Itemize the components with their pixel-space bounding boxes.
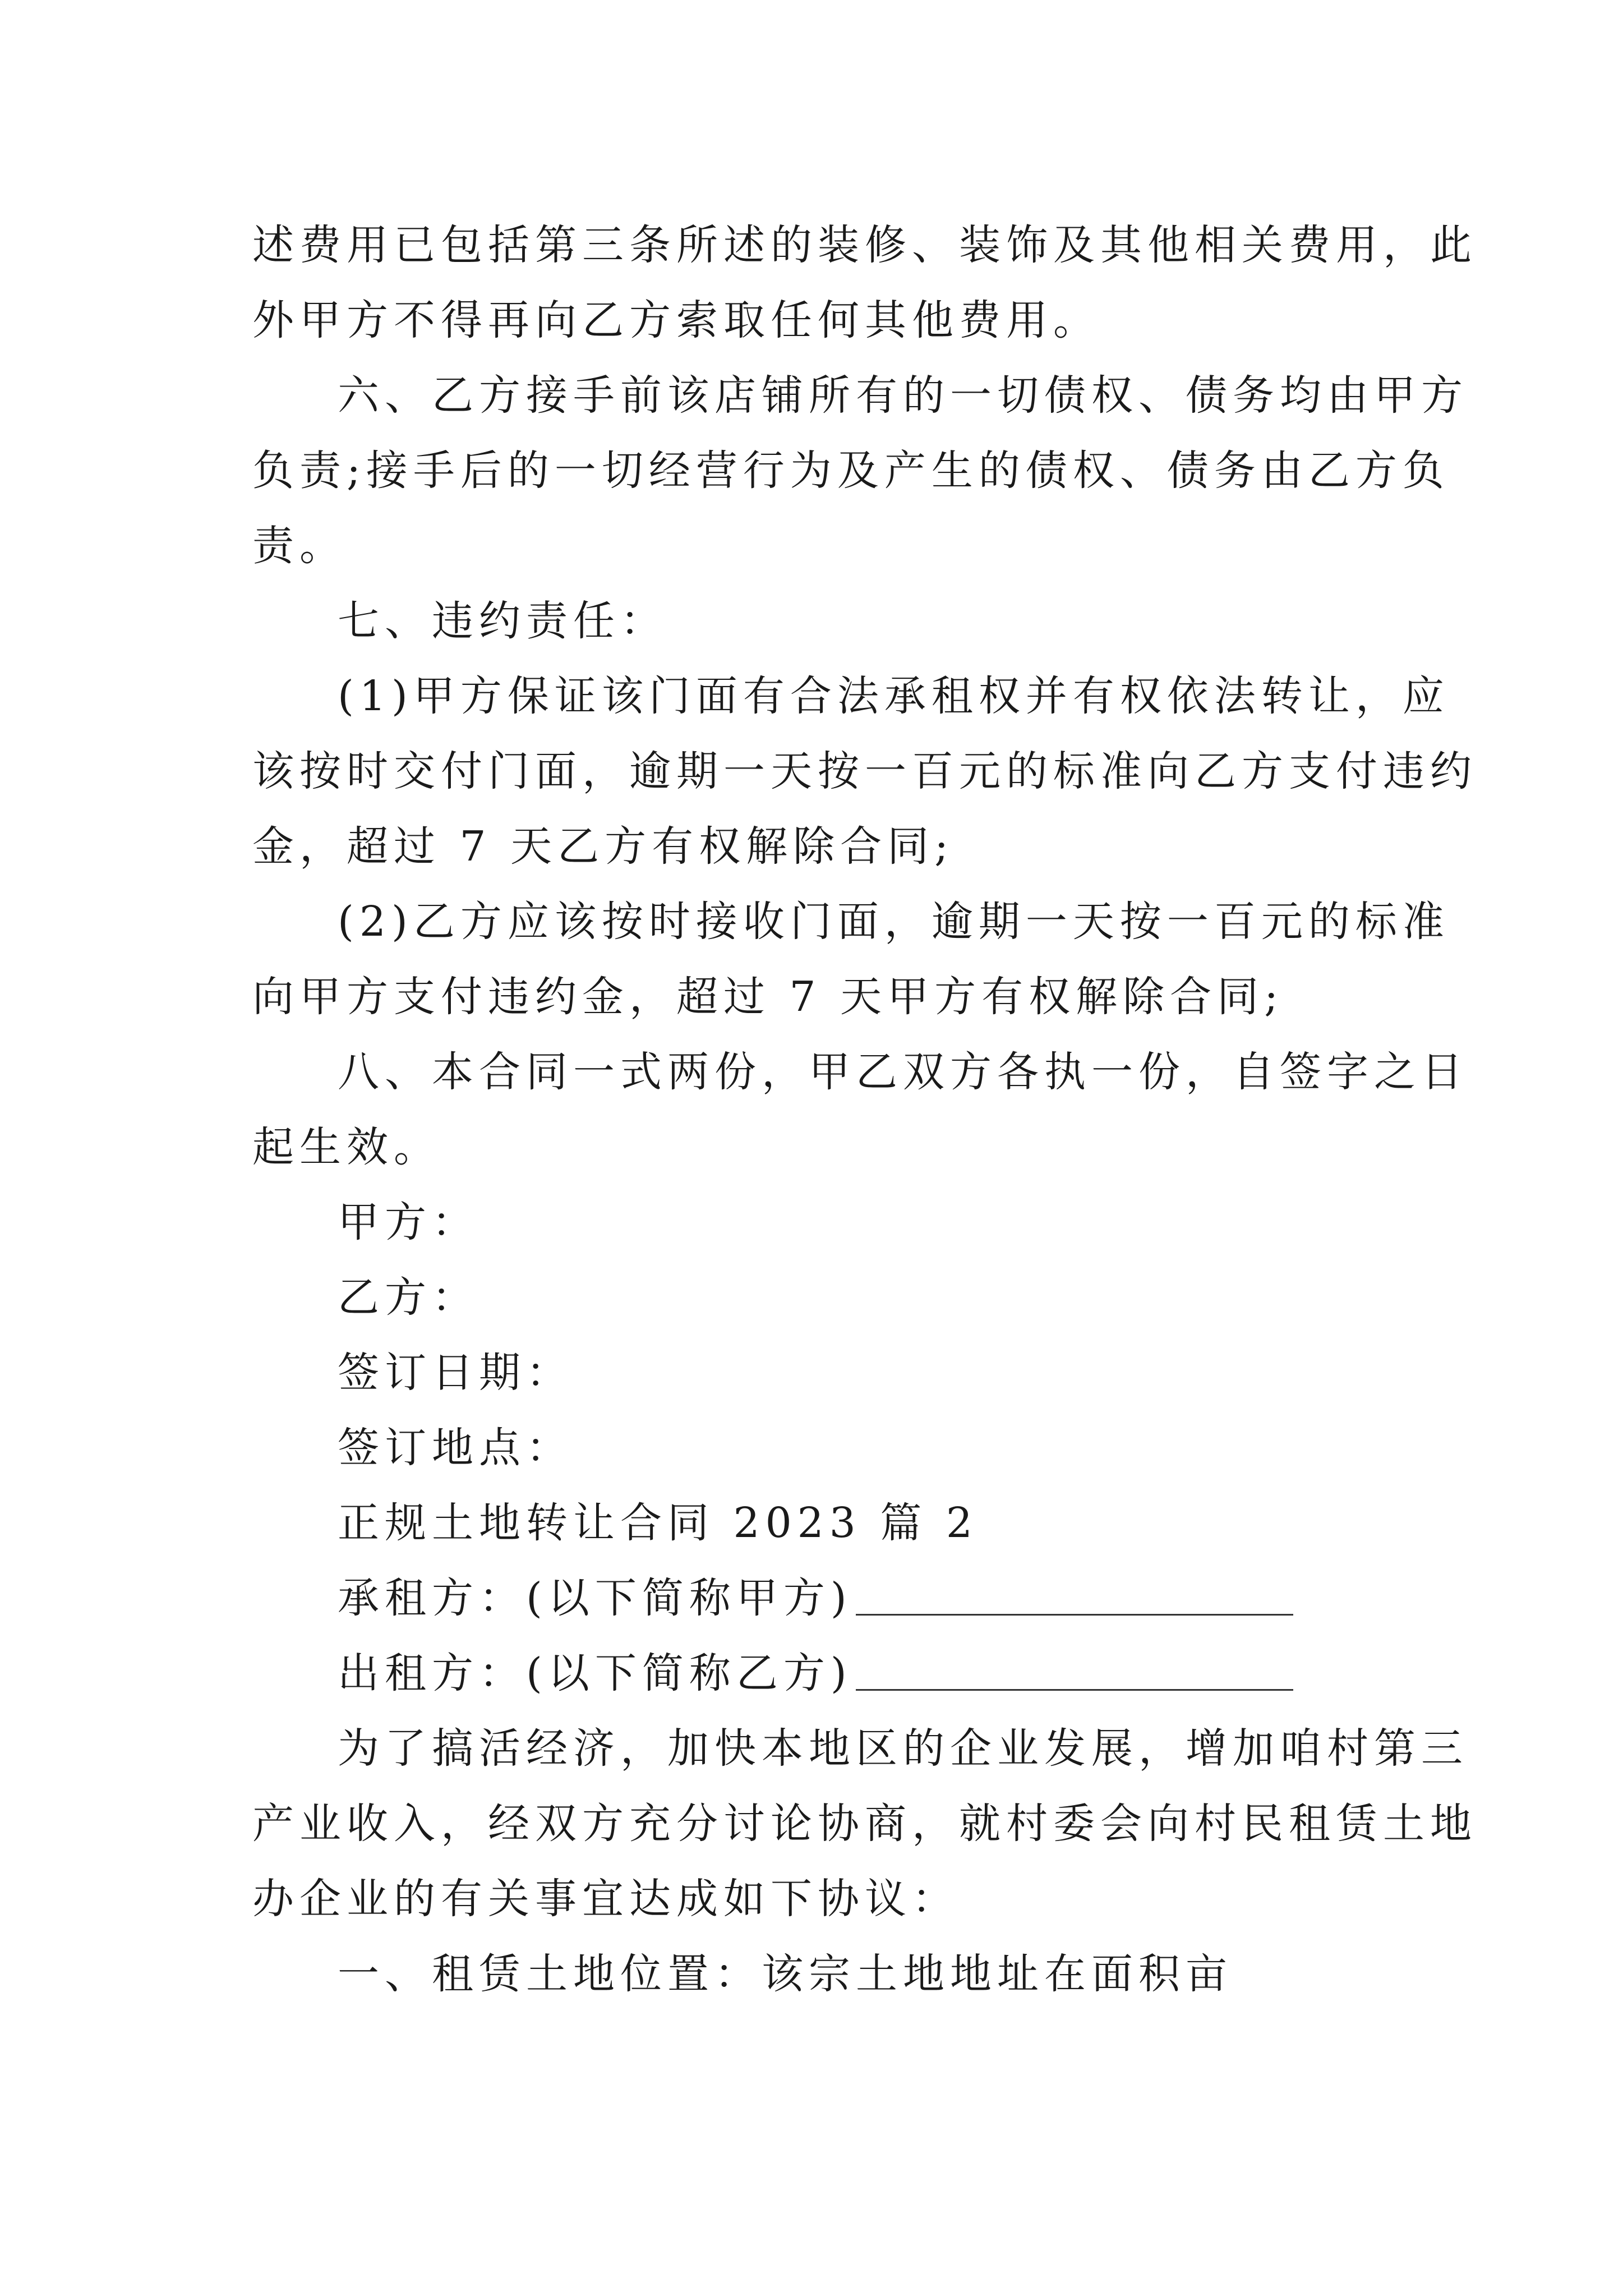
text-line: 述费用已包括第三条所述的装修、装饰及其他相关费用，此 bbox=[252, 221, 1477, 269]
text-line: 外甲方不得再向乙方索取任何其他费用。 bbox=[252, 296, 1100, 344]
document-body bbox=[252, 208, 1477, 2012]
signing-place-label: 签订地点： bbox=[338, 1424, 573, 1472]
clause-seven-item-1: (1)甲方保证该门面有合法承租权并有权依法转让，应 bbox=[338, 672, 1450, 720]
clause-seven-heading: 七、违约责任： bbox=[338, 597, 667, 645]
text-line: 该按时交付门面，逾期一天按一百元的标准向乙方支付违约 bbox=[252, 747, 1477, 795]
clause-seven-item-2: (2)乙方应该按时接收门面，逾期一天按一百元的标准 bbox=[338, 898, 1450, 946]
lessor-line bbox=[252, 1636, 1380, 1711]
lessee-blank-field bbox=[856, 1575, 1293, 1616]
clause-one-line: 一、租赁土地位置：该宗土地地址在面积亩 bbox=[338, 1950, 1233, 1998]
lessor-label: 出租方：(以下简称乙方) bbox=[338, 1649, 852, 1697]
text-line: 金，超过 7 天乙方有权解除合同; bbox=[252, 822, 955, 871]
clause-eight-line: 八、本合同一式两份，甲乙双方各执一份，自签字之日 bbox=[338, 1048, 1468, 1096]
lessor-blank-field bbox=[856, 1650, 1293, 1691]
signing-date-label: 签订日期： bbox=[338, 1349, 573, 1397]
clause-six-line: 六、乙方接手前该店铺所有的一切债权、债务均由甲方 bbox=[338, 371, 1468, 420]
lessee-label: 承租方：(以下简称甲方) bbox=[338, 1574, 852, 1622]
text-line: 责。 bbox=[252, 522, 347, 570]
party-a-signature-label: 甲方： bbox=[338, 1198, 479, 1246]
party-b-signature-label: 乙方： bbox=[338, 1273, 479, 1322]
text-line: 负责;接手后的一切经营行为及产生的债权、债务由乙方负 bbox=[252, 447, 1450, 495]
lessee-line bbox=[252, 1561, 1380, 1636]
text-line: 产业收入，经双方充分讨论协商，就村委会向村民租赁土地 bbox=[252, 1800, 1477, 1848]
section-title: 正规土地转让合同 2023 篇 2 bbox=[338, 1499, 978, 1547]
text-line: 起生效。 bbox=[252, 1123, 441, 1171]
text-line: 办企业的有关事宜达成如下协议： bbox=[252, 1875, 959, 1923]
preamble-line: 为了搞活经济，加快本地区的企业发展，增加咱村第三 bbox=[338, 1724, 1468, 1773]
text-line: 向甲方支付违约金，超过 7 天甲方有权解除合同; bbox=[252, 973, 1284, 1021]
